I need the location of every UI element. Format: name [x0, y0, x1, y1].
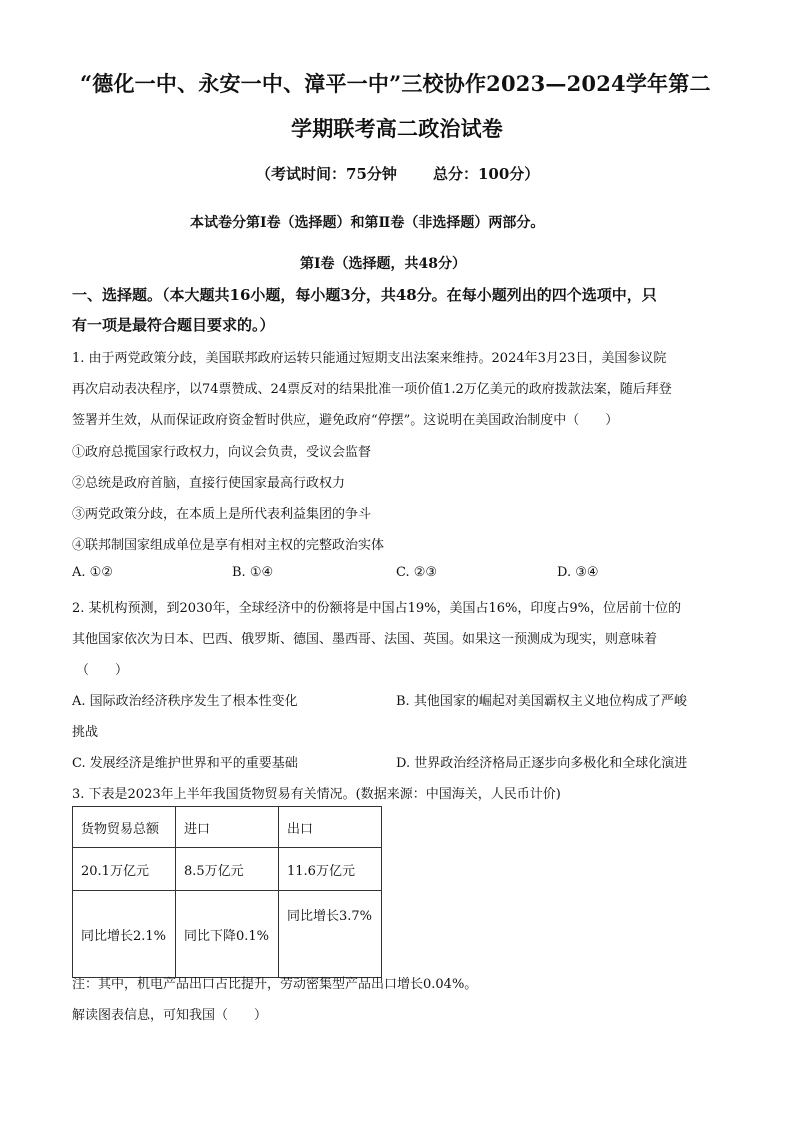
- q2-answer-bracket: （ ）: [76, 663, 129, 678]
- q2-option-b: B. 其他国家的崛起对美国霸权主义地位构成了严峻: [396, 694, 687, 709]
- total-score: 总分：100分）: [433, 165, 540, 183]
- q1-statement-1: ①政府总揽国家行政权力，向议会负责，受议会监督: [72, 445, 372, 460]
- q2-stem-line-2: 其他国家依次为日本、巴西、俄罗斯、德国、墨西哥、法国、英国。如果这一预测成为现实，则意味着: [72, 632, 658, 647]
- q2-option-a: A. 国际政治经济秩序发生了根本性变化: [72, 694, 298, 709]
- table-header-total: 货物贸易总额: [73, 807, 176, 848]
- paper-intro: 本试卷分第Ⅰ卷（选择题）和第Ⅱ卷（非选择题）两部分。: [190, 215, 545, 231]
- section-1-instruction-line-1: 一、选择题。（本大题共16小题，每小题3分，共48分。在每小题列出的四个选项中，只: [72, 286, 657, 304]
- q2-option-d: D. 世界政治经济格局正逐步向多极化和全球化演进: [396, 756, 688, 771]
- table-header-import: 进口: [176, 807, 279, 848]
- trade-table: [72, 806, 382, 978]
- q2-option-b-continued: 挑战: [72, 725, 99, 740]
- q1-option-a: A. ①②: [72, 565, 113, 580]
- q1-statement-4: ④联邦制国家组成单位是享有相对主权的完整政治实体: [72, 538, 385, 553]
- q2-option-c: C. 发展经济是维护世界和平的重要基础: [72, 756, 298, 771]
- q1-statement-3: ③两党政策分歧，在本质上是所代表利益集团的争斗: [72, 507, 372, 522]
- q1-option-c: C. ②③: [396, 565, 438, 580]
- table-row: [73, 848, 382, 891]
- table-cell-total-amount: 20.1万亿元: [73, 848, 176, 891]
- q1-stem-line-3: 签署并生效，从而保证政府资金暂时供应，避免政府“停摆”。这说明在美国政治制度中（ ）: [72, 413, 619, 428]
- part-1-title: 第Ⅰ卷（选择题，共48分）: [300, 256, 467, 272]
- exam-time: （考试时间：75分钟: [256, 165, 397, 183]
- q1-option-d: D. ③④: [557, 565, 599, 580]
- q3-table-note: 注：其中，机电产品出口占比提升，劳动密集型产品出口增长0.04%。: [72, 977, 478, 992]
- table-cell-import-amount: 8.5万亿元: [176, 848, 279, 891]
- title-line-2: 学期联考高二政治试卷: [291, 116, 503, 141]
- q3-question: 解读图表信息，可知我国（ ）: [72, 1008, 268, 1023]
- q1-stem-line-2: 再次启动表决程序，以74票赞成、24票反对的结果批准一项价值1.2万亿美元的政府拨款法案，随后拜登: [72, 382, 672, 397]
- title-line-1: “德化一中、永安一中、漳平一中”三校协作2023—2024学年第二: [80, 71, 711, 96]
- table-row: [73, 891, 382, 978]
- table-cell-total-change: 同比增长2.1%: [73, 891, 176, 978]
- q3-stem: 3. 下表是2023年上半年我国货物贸易有关情况。(数据来源：中国海关，人民币计价): [72, 787, 561, 802]
- table-cell-export-change: 同比增长3.7%: [279, 891, 382, 978]
- table-cell-export-amount: 11.6万亿元: [279, 848, 382, 891]
- q1-option-b: B. ①④: [232, 565, 274, 580]
- q1-statement-2: ②总统是政府首脑，直接行使国家最高行政权力: [72, 476, 346, 491]
- q2-stem-line-1: 2. 某机构预测，到2030年，全球经济中的份额将是中国占19%，美国占16%，印度占9%，位居前十位的: [72, 601, 682, 616]
- q1-stem-line-1: 1. 由于两党政策分歧，美国联邦政府运转只能通过短期支出法案来维持。2024年3月23日，美国参议院: [72, 351, 667, 366]
- table-row: [73, 807, 382, 848]
- section-1-instruction-line-2: 有一项是最符合题目要求的。）: [72, 316, 275, 334]
- table-cell-import-change: 同比下降0.1%: [176, 891, 279, 978]
- table-header-export: 出口: [279, 807, 382, 848]
